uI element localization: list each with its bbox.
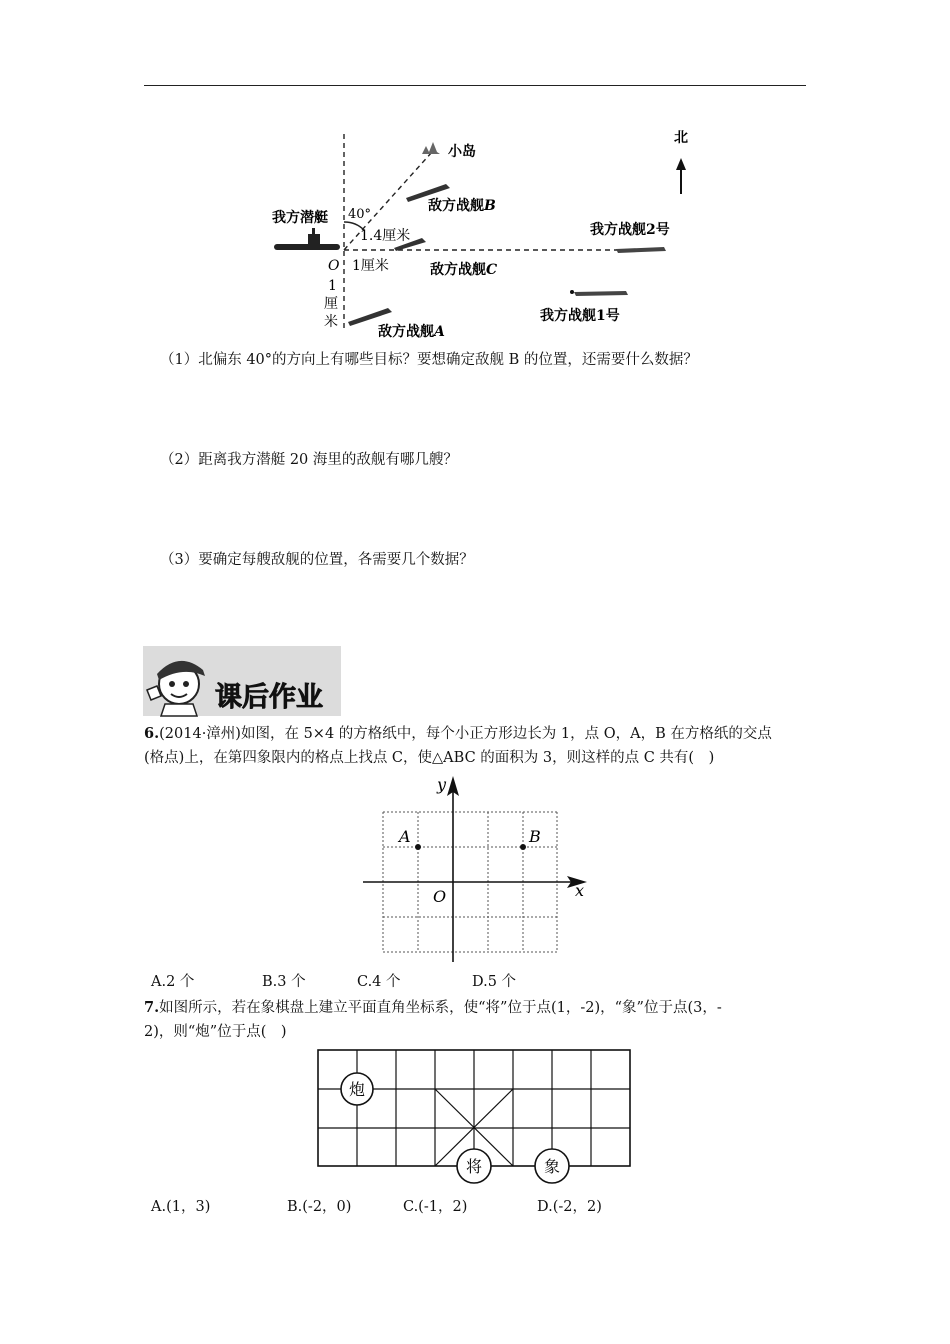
problem-7-text xyxy=(144,996,814,1044)
problem-7-line-2: 2)，则“炮”位于点( ) xyxy=(144,1024,287,1040)
label-y: y xyxy=(437,775,447,794)
piece-pao xyxy=(341,1073,373,1105)
enemy-c-label: 敌方战舰C xyxy=(430,262,498,278)
label-a: A xyxy=(399,827,411,846)
piece-jiang xyxy=(457,1149,491,1183)
problem-6-text xyxy=(144,722,814,770)
problem-7-option-a: A.(1，3) xyxy=(151,1199,211,1215)
distance-1-label: 1厘米 xyxy=(352,258,389,274)
problem-6-line-2: (格点)上，在第四象限内的格点上找点 C，使△ABC 的面积为 3，则这样的点 C 共有( ) xyxy=(144,750,715,766)
question-2: （2）距离我方潜艇 20 海里的敌舰有哪几艘？ xyxy=(160,452,458,468)
north-arrow-head xyxy=(676,158,686,170)
enemy-b-label: 敌方战舰B xyxy=(428,198,496,214)
piece-xiang xyxy=(535,1149,569,1183)
question-1: （1）北偏东 40°的方向上有哪些目标？要想确定敌舰 B 的位置，还需要什么数据？ xyxy=(160,352,698,368)
problem-7-option-b: B.(-2，0) xyxy=(287,1199,352,1215)
top-rule xyxy=(144,85,806,86)
homework-title: 课后作业 xyxy=(215,682,323,713)
vertical-distance-1: 1 xyxy=(328,278,337,294)
problem-6-line-1: (2014·漳州)如图，在 5×4 的方格纸中，每个小正方形边长为 1，点 O，A，B 在方格纸的交点 xyxy=(159,726,772,742)
piece-jiang-label: 将 xyxy=(465,1157,483,1176)
problem-6-option-b: B.3 个 xyxy=(262,974,306,990)
question-3: （3）要确定每艘敌舰的位置，各需要几个数据？ xyxy=(160,552,474,568)
north-label: 北 xyxy=(674,130,688,146)
island-icon xyxy=(422,142,440,154)
problem-6-option-a: A.2 个 xyxy=(151,974,195,990)
point-b xyxy=(520,844,526,850)
point-a xyxy=(415,844,421,850)
vertical-distance-mi: 米 xyxy=(324,314,338,330)
label-b: B xyxy=(529,827,541,846)
island-label: 小岛 xyxy=(448,144,476,160)
submarine-icon xyxy=(274,228,340,250)
problem-7-number: 7. xyxy=(144,999,160,1016)
problem-6-number: 6. xyxy=(144,725,160,742)
our-ship-2-icon xyxy=(616,247,666,253)
figure-coordinate-grid xyxy=(355,772,595,968)
vertical-distance-li: 厘 xyxy=(324,296,338,312)
our-ship-2-label: 我方战舰2号 xyxy=(590,222,670,238)
problem-7-line-1: 如图所示，若在象棋盘上建立平面直角坐标系，使“将”位于点(1，-2)，“象”位于点(3，- xyxy=(159,1000,722,1016)
angle-label: 40° xyxy=(348,207,372,222)
our-ship-1-icon xyxy=(574,291,628,296)
distance-1-4-label: 1.4厘米 xyxy=(360,228,411,244)
homework-banner xyxy=(143,646,343,718)
problem-7-option-c: C.(-1，2) xyxy=(403,1199,468,1215)
piece-xiang-label: 象 xyxy=(543,1157,561,1176)
label-origin: O xyxy=(433,887,447,906)
figure-chess-board xyxy=(316,1048,634,1188)
figure-naval-map xyxy=(260,118,700,348)
piece-pao-label: 炮 xyxy=(348,1080,366,1099)
problem-7-option-d: D.(-2，2) xyxy=(537,1199,602,1215)
submarine-label: 我方潜艇 xyxy=(272,210,328,226)
enemy-a-label: 敌方战舰A xyxy=(378,324,445,340)
our-ship-1-label: 我方战舰1号 xyxy=(540,308,620,324)
problem-6-option-c: C.4 个 xyxy=(357,974,401,990)
origin-label: O xyxy=(328,258,340,274)
label-x: x xyxy=(575,881,585,900)
problem-6-option-d: D.5 个 xyxy=(472,974,517,990)
